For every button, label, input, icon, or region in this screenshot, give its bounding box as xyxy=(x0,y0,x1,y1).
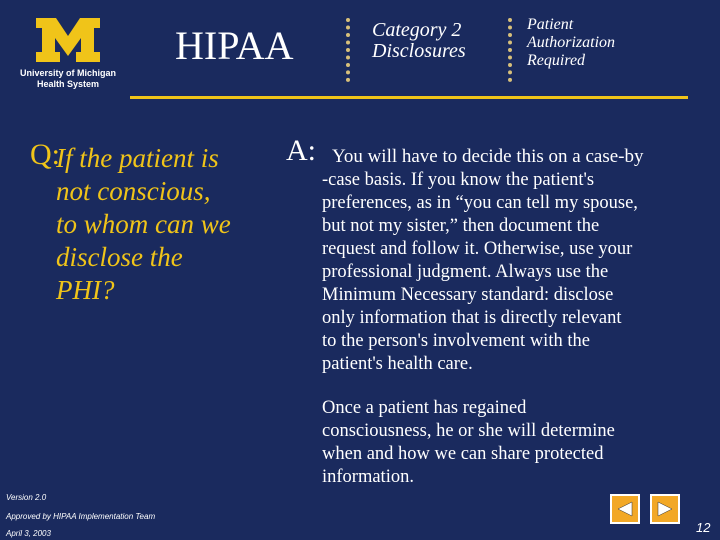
approval-text: Approved by HIPAA Implementation Team xyxy=(6,512,156,521)
arrow-right-icon xyxy=(656,501,674,517)
slide-title: HIPAA xyxy=(175,23,294,68)
version-text: Version 2.0 xyxy=(6,493,47,502)
date-text: April 3, 2003 xyxy=(6,529,51,538)
header-rule xyxy=(130,96,688,99)
logo-health-system-text: Health System xyxy=(36,79,100,89)
question-rest: not conscious, to whom can we disclose the PHI? xyxy=(56,176,231,305)
arrow-left-icon xyxy=(616,501,634,517)
question-text xyxy=(56,142,296,307)
logo-university-text: University of Michigan xyxy=(19,68,117,78)
answer-marker: A: xyxy=(286,134,316,167)
answer-first-line: You will have to decide this on a case-by xyxy=(332,146,644,167)
answer-body: -case basis. If you know the patient's preferences, as in “you can tell my spouse, but not my sister,” then document the request and follow it. Otherwise, use your professional judgment. Always use the Minimum Necessary standard: disclose only information that is directly relevant to the person's involvement with the patient's health care. xyxy=(322,170,638,374)
question-marker: Q: xyxy=(30,138,60,171)
category-label: Category 2 Disclosures xyxy=(372,19,466,62)
next-slide-button[interactable] xyxy=(650,494,680,524)
authorization-label: Patient Authorization Required xyxy=(527,16,616,69)
header-divider xyxy=(346,18,350,82)
answer-paragraph-2: Once a patient has regained consciousness, he or she will determine when and how we can share protected information. xyxy=(322,398,615,487)
university-logo xyxy=(18,16,118,96)
page-number: 12 xyxy=(696,520,711,535)
previous-slide-button[interactable] xyxy=(610,494,640,524)
question-first-line: If the patient is xyxy=(56,143,219,173)
header-divider xyxy=(508,18,512,82)
block-m-icon xyxy=(34,16,102,64)
